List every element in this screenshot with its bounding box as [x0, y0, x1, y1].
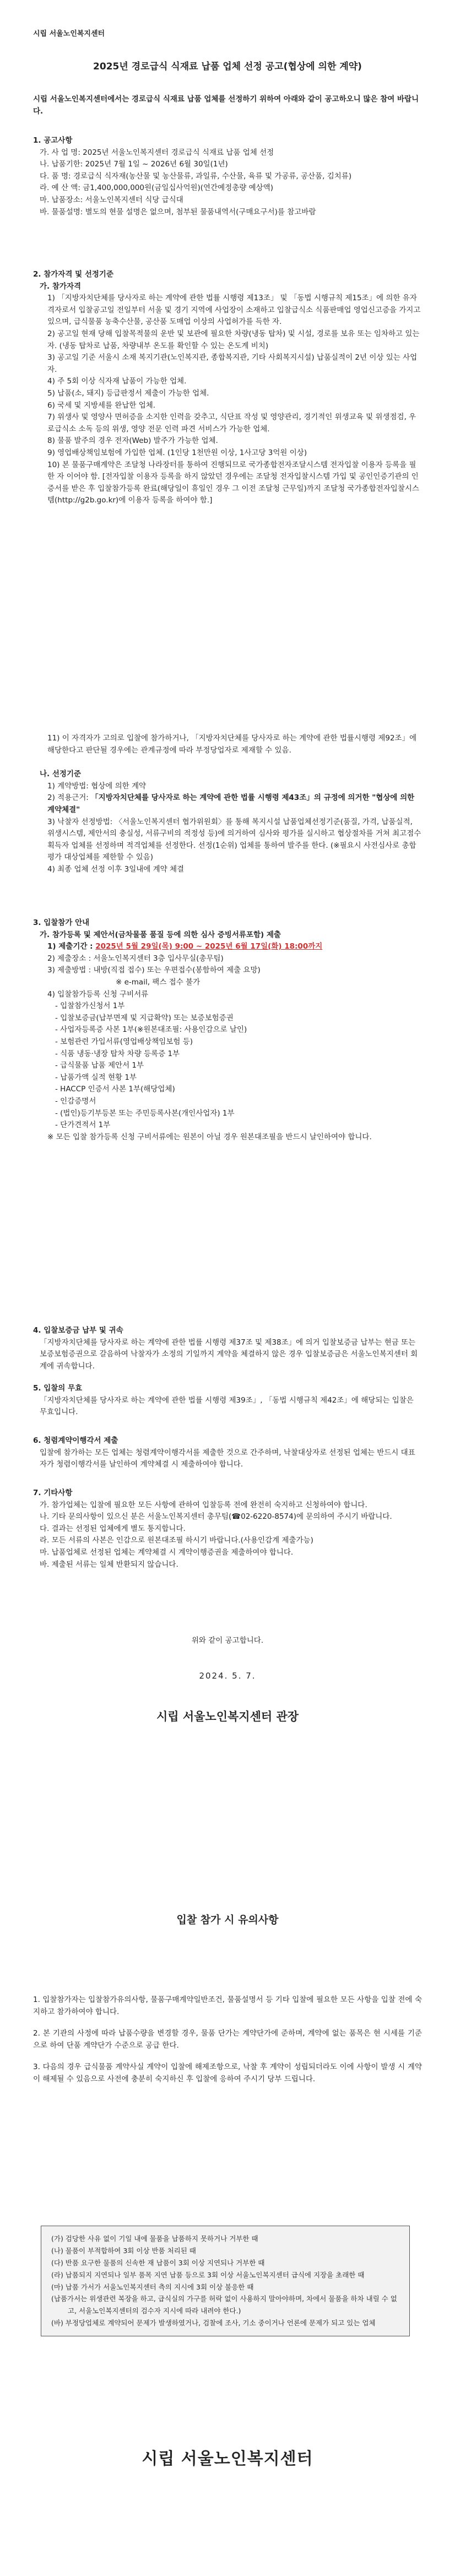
organization-label: 시립 서울노인복지센터: [33, 30, 105, 38]
document-item: - (법인)등기부등본 또는 주민등록사본(개인사업자) 1부: [55, 1108, 235, 1118]
section-other-matters: [33, 1487, 422, 1571]
document-item: - 입찰참가신청서 1부: [55, 1002, 125, 1011]
warning-item: (라) 납품되지 지연되나 일부 품목 지연 납품 등으로 3회 이상 서울노인복지센터 급식에 지장을 초래한 때: [51, 2270, 365, 2279]
section-heading: 7. 기타사항: [33, 1489, 73, 1497]
document-item: - HACCP 인증서 사본 1부(해당업체): [55, 1085, 175, 1094]
list-item: 1) 「지방자치단체를 당사자로 하는 계약에 관한 법률 시행령 제13조」 및 「동법 시행규칙 제15조」에 의한 유자격자로서 입찰공고일 전일부터 서울 및 경기 지역에 사업장이 소재하고 입찰급식소 식품판매업 영업신고증을 가지고 있으며, 급식물품 농축수산물, 공산품 도매업 이상의 사업허가를 득한 자.: [47, 294, 421, 327]
list-item: 가. 사 업 명: 2025년 서울노인복지센터 경로급식 식재료 납품 업체 선정: [40, 148, 274, 157]
email-notice: ※ e-mail, 팩스 접수 불가: [116, 977, 201, 987]
page-title: 2025년 경로급식 식재료 납품 업체 선정 공고(협상에 의한 계약): [93, 61, 362, 72]
section-heading: 2. 참가자격 및 선정기준: [33, 270, 113, 279]
submission-period: [33, 941, 422, 953]
section-qualifications: [33, 269, 422, 507]
list-item: [33, 792, 422, 816]
list-item: 바. 물품설명: 별도의 현물 설명은 없으며, 첨부된 물품내역서(구매요구서)를 참고바람: [40, 207, 316, 217]
document-note: ※ 모든 입찰 참가등록 신청 구비서류에는 원본이 아닐 경우 원본대조필을 반드시 날인하여야 합니다.: [47, 1132, 372, 1141]
list-item: 1) 계약방법: 협상에 의한 계약: [47, 781, 147, 791]
document-item: - 식품 냉동·냉장 탑차 차량 등록증 1부: [55, 1049, 180, 1058]
subsection-heading: 가. 참가등록 및 제안서(금차물품 품질 등에 의한 심사 증빙서류포함) 제출: [40, 930, 281, 939]
list-item: 3) 낙찰자 선정방법: 〈서울노인복지센터 협가위원회〉를 통해 복지시설 납품업체선정기준(품질, 가격, 납품실적, 위생시스템, 제안서의 충실성, 서류구비의 적정성 등)에 의거하여 심사와 평가를 실시하고 협상절차를 거쳐 최고점수 획득자 업체를 선정하며 적격업체를 선정한다. 선정(1순위) 업체를 통하여 발주를 한다. (※필요시 사전심사로 총합평가 대상업체를 제한할 수 있음): [47, 817, 421, 862]
section-heading: 3. 입찰참가 안내: [33, 918, 90, 927]
list-item: 라. 모든 서류의 사본은 인감으로 원본대조필 하시기 바랍니다.(사용인감계 제출가능): [40, 1536, 313, 1545]
section-heading: 4. 입찰보증금 납부 및 귀속: [33, 1326, 123, 1335]
document-item: - 사업자등록증 사본 1부(※원본대조필: 사용인감으로 날인): [55, 1025, 247, 1035]
list-item: 가. 참가업체는 입찰에 필요한 모든 사항에 관하여 입찰등록 전에 완전히 숙지하고 신청하여야 합니다.: [40, 1500, 367, 1509]
warning-item: (다) 반품 요구한 물품의 신속한 재 납품이 3회 이상 지연되나 거부한 때: [51, 2258, 265, 2267]
notes-title: 입찰 참가 시 유의사항: [176, 1914, 279, 1926]
list-item: 3) 제출방법 : 내방(직접 접수) 또는 우편접수(봉함하여 제출 요망): [47, 966, 261, 975]
organization-signature: 시립 서울노인복지센터 관장: [156, 1710, 299, 1723]
list-item: 9) 영업배상책임보험에 가입한 업체. (1인당 1천만원 이상, 1사고당 3억원 이상): [47, 448, 307, 457]
list-item: 2) 공고일 현재 당해 입찰목적물의 운반 및 보관에 필요한 차량(냉동 탑차) 및 시설, 경로를 보유 또는 임차하고 있는 자. (냉동 탑차로 납품, 차량내부 온도를 확인할 수 있는 온도계 비치): [47, 329, 420, 350]
document-item: - 인감증명서: [55, 1096, 96, 1106]
warning-item: (바) 부정당업체로 계약되어 문제가 발생하였거나, 검찰에 조사, 기소 중이거나 언론에 문제가 되고 있는 업체: [51, 2319, 376, 2328]
section-integrity-pledge: [33, 1435, 422, 1471]
closing-text: 위와 같이 공고합니다.: [191, 1636, 264, 1645]
section-text: 「지방자치단체를 당사자로 하는 계약에 관한 법률 시행령 제37조 및 제38조」에 의거 입찰보증금 납부는 현금 또는 보증보험증권으로 갈음하여 낙찰자가 소정의 기일까지 계약을 체결하지 않은 경우 입찰보증금은 서울노인복지센터 회계에 귀속합니다.: [40, 1338, 418, 1371]
subsection-heading: 가. 참가자격: [40, 282, 82, 291]
section-selection-criteria: [33, 733, 422, 876]
note-item: 3. 다음의 경우 급식물품 계약사실 계약이 입찰에 해제조항으로, 낙찰 후 계약이 성립되더라도 이에 사항이 발생 시 계약이 해제될 수 있음으로 사전에 충분히 숙지하신 후 입찰에 응하여 주시기 당부 드립니다.: [33, 2063, 422, 2083]
section-bid-deposit: [33, 1325, 422, 1372]
list-item: 마. 납품장소: 서울노인복지센터 식당 급식대: [40, 195, 183, 204]
warning-item: (납품가서는 위생관련 복장을 하고, 급식실의 가구를 허락 없이 사용하지 말아야하며, 차에서 물품을 하차 내릴 수 없고, 서울노인복지센터의 검수자 지시에 따라 내려야 한다.): [51, 2294, 397, 2315]
list-item: 2) 제출장소 : 서울노인복지센터 3층 입사무실(총무팀): [47, 954, 224, 963]
item-label: 1) 제출기간 :: [47, 942, 96, 951]
section-heading: 5. 입찰의 무효: [33, 1384, 83, 1393]
list-item: 다. 품 명: 경로급식 식자재(농산물 및 농산물류, 과일류, 수산물, 육류 및 가공류, 공산품, 김치류): [40, 171, 352, 181]
list-item: 4) 입찰참가등록 신청 구비서류: [47, 989, 149, 999]
list-item: 라. 예 산 액: 금1,400,000,000원(금일십사억원)(연간예정총량 예상액): [40, 183, 273, 193]
subsection-heading: 나. 선정기준: [40, 770, 82, 779]
list-item: 4) 주 5회 이상 식자재 납품이 가능한 업체.: [47, 377, 187, 386]
list-item: 11) 이 자격자가 고의로 입찰에 참가하거나, 「지방자치단체를 당사자로 하는 계약에 관한 법률시행령 제92조」에 해당한다고 판단될 경우에는 관계규정에 따라 부정당업자로 제재할 수 있음.: [47, 734, 417, 755]
section-announcement: [33, 135, 422, 218]
legal-basis-emphasis: 「지방자치단체를 당사자로 하는 계약에 관한 법률 시행령 제43조」의 규정에 의거한 "협상에 의한 계약체결": [47, 793, 415, 814]
list-item: 다. 결과는 선정된 업체에게 별도 통지합니다.: [40, 1524, 186, 1533]
warning-item: (가) 검당한 사유 없이 기일 내에 물품을 납품하지 못하거나 거부한 때: [51, 2234, 258, 2243]
warning-item: (마) 납품 가서가 서울노인복지센터 측의 지시에 3회 이상 불응한 때: [51, 2282, 254, 2291]
list-item: 바. 제출된 서류는 일체 반환되지 않습니다.: [40, 1560, 178, 1569]
list-item: 5) 납품(소, 돼지) 등급판정서 제출이 가능한 업체.: [47, 388, 209, 398]
list-item: 마. 납품업체로 선정된 업체는 계약체결 시 계약이행증권을 제출하여야 합니다.: [40, 1547, 294, 1557]
list-item: 3) 공고일 기준 서울시 소재 복지기관(노인복지관, 종합복지관, 기타 사회복지시설) 납품실적이 2년 이상 있는 사업자.: [47, 353, 418, 374]
note-item: 2. 본 기관의 사정에 따라 납품수량을 변경할 경우, 물품 단가는 계약단가에 준하며, 계약에 없는 품목은 현 시세를 기준으로 하여 단품 계약단가 수준으로 공급 한다.: [33, 2029, 422, 2050]
list-item: 나. 납품기한: 2025년 7월 1일 ~ 2026년 6월 30일(1년): [40, 160, 228, 169]
document-item: - 납품가액 실적 현황 1부: [55, 1073, 137, 1082]
list-item: 나. 기타 문의사항이 있으신 분은 서울노인복지센터 총무팀(☎02-6220-8574)에 문의하여 주시기 바랍니다.: [40, 1512, 392, 1522]
intro-text: 시립 서울노인복지센터에서는 경로급식 식재료 납품 업체를 선정하기 위하여 아래와 같이 공고하오니 많은 참여 바랍니다.: [33, 95, 419, 116]
notes-list: [33, 1994, 422, 2096]
note-item: 1. 입찰참가자는 입찰참가유의사항, 물품구매계약일반조건, 물품설명서 등 기타 입찰에 필요한 모든 사항을 입찰 전에 숙지하고 참가하여야 합니다.: [33, 1995, 422, 2016]
submission-period-value: 2025년 5월 29일(목) 9:00 ~ 2025년 6월 17일(화) 18:00까지: [95, 942, 323, 951]
spacer: [33, 756, 422, 769]
section-bid-guide: [33, 917, 422, 1143]
document-item: - 단가견적서 1부: [55, 1121, 111, 1130]
section-text: 「지방자치단체를 당사자로 하는 계약에 관한 법률 시행령 제39조」, 「동법 시행규칙 제42조」에 해당되는 입찰은 무효입니다.: [40, 1395, 414, 1417]
announcement-date: 2024. 5. 7.: [199, 1671, 256, 1681]
list-item: 4) 최종 업체 선정 이후 3일내에 계약 체결: [47, 864, 185, 874]
document-item: - 보험관련 가입서류(영업배상책임보험 등): [55, 1037, 193, 1046]
document-item: - 급식물품 납품 제안서 1부: [55, 1061, 144, 1070]
section-text: 입찰에 참가하는 모든 업체는 청렴계약이행각서를 제출한 것으로 간주하며, 낙찰대상자로 선정된 업체는 반드시 대표자가 청렴이행각서를 날인하여 계약체결 시 제출하여야 합니다.: [40, 1448, 415, 1469]
section-invalid-bids: [33, 1383, 422, 1419]
list-item: 7) 위생사 및 영양사 면허증을 소지한 인력을 갖추고, 식단표 작성 및 영양관리, 경기적인 위생교육 및 위생점검, 우로급식소 소독 등의 위생, 영양 전문 인력 파견 서비스가 가능한 업체.: [47, 413, 416, 434]
list-item: 8) 물품 발주의 경우 전자(Web) 발주가 가능한 업체.: [47, 436, 218, 446]
list-item: 6) 국세 및 지방세를 완납한 업체.: [47, 401, 156, 410]
section-heading: 6. 청렴계약이행각서 제출: [33, 1436, 118, 1445]
section-heading: 1. 공고사항: [33, 136, 73, 145]
warning-item: (나) 물품이 부적합하여 3회 이상 반품 처리된 때: [51, 2246, 196, 2255]
item-label: 2) 적용근거:: [47, 793, 91, 803]
warning-box: [41, 2226, 410, 2336]
footer-organization: 시립 서울노인복지센터: [142, 2449, 313, 2469]
list-item: 10) 본 물품구매계약은 조달청 나라장터를 통하여 진행되므로 국가종합전자조달시스템 전자입찰 이용자 등록을 필한 자 이어야 함. [전자입찰 이용자 등록을 하지 않았던 경우에는 조달청 전자입찰시스템 가입 및 공인인증기관의 인증서를 받은 후 입찰참가등록 완료(해당일이 휴일인 경우 그 이전 조달청 근무일)까지 조달청 국가종합전자입찰시스템(http://g2b.go.kr)에 이용자 등록을 하여야 함.]: [47, 460, 419, 505]
document-item: - 입찰보증금(납부면제 및 지급확약) 또는 보증보험증권: [55, 1013, 234, 1022]
